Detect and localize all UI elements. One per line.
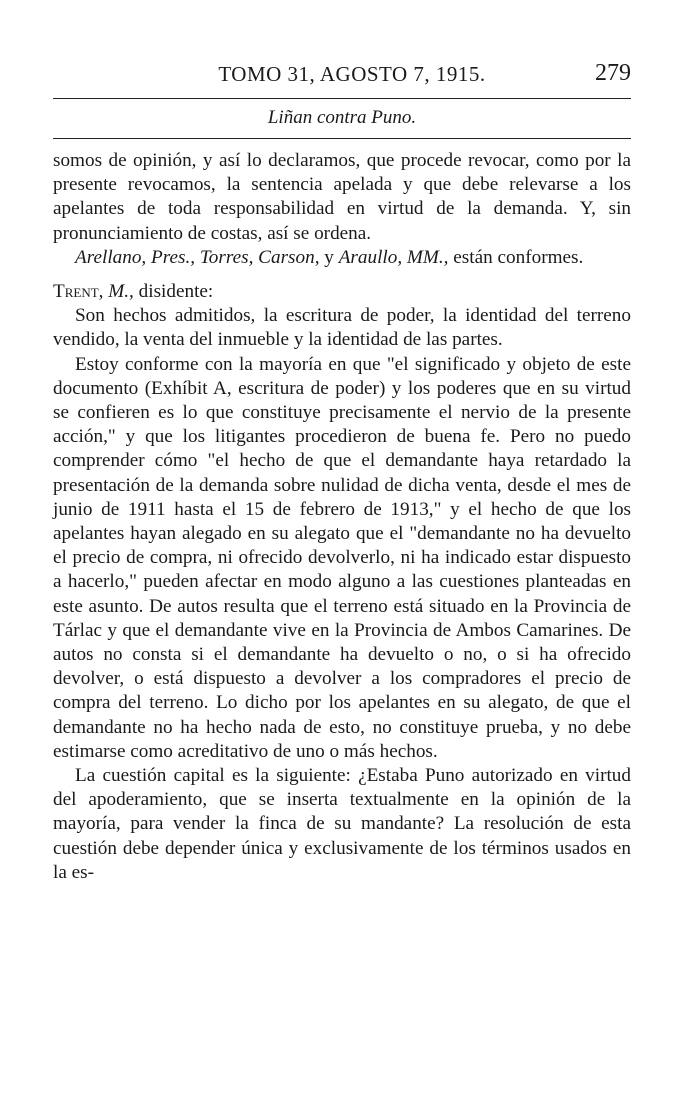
justices-last-name: Araullo, MM., xyxy=(338,246,449,268)
justices-names: Arellano, Pres., Torres, Carson, xyxy=(75,246,320,268)
running-title: TOMO 31, AGOSTO 7, 1915. xyxy=(218,62,486,86)
dissent-label: disidente: xyxy=(138,281,214,303)
header-rule xyxy=(53,98,631,99)
justices-conjunction: y xyxy=(324,246,334,268)
paragraph-main-question: La cuestión capital es la siguiente: ¿Estaba Puno autorizado en virtud del apoderamiento, que se inserta textualmente en la opinión de la mayoría, para vender la finca de su mandante? La resolución de esta cuestión debe depender única y exclusivamente de los términos usados en la es- xyxy=(53,765,631,883)
case-title: Liñan contra Puno. xyxy=(267,107,417,128)
body-text xyxy=(53,149,631,885)
dissenting-justice-name: Trent, xyxy=(53,281,104,303)
page-number: 279 xyxy=(595,60,631,86)
justices-conformity: están conformes. xyxy=(453,246,584,268)
paragraph-agreement: Estoy conforme con la mayoría en que "el significado y objeto de este documento (Exhíbit A, escritura de poder) y los poderes que en su virtud se confieren es lo que constituye precisamente el nervio de la presente acción," y que los litigantes procedieron de buena fe. Pero no puedo comprender cómo "el hecho de que el demandante haya retardado la presentación de la demanda sobre nulidad de dicha venta, desde el mes de junio de 1911 hasta el 15 de febrero de 1913," y el hecho de que los apelantes hayan alegado en su alegato que el "demandante no ha devuelto el precio de compra, ni ofrecido devolverlo, ni ha indicado estar dispuesto a hacerlo," pueden afectar en modo alguno a las cuestiones planteadas en este asunto. De autos resulta que el terreno está situado en la Provincia de Tárlac y que el demandante vive en la Provincia de Ambos Camarines. De autos no consta si el demandante ha devuelto o no, o si ha ofrecido devolver, o está dispuesto a devolver a los compradores el precio de compra del terreno. Lo dicho por los apelantes en su alegato, de que el demandante no ha hecho nada de esto, no constituye prueba, y no debe estimarse como acreditativo de uno o más hechos. xyxy=(53,353,631,762)
page-header xyxy=(53,58,631,98)
paragraph-decision: somos de opinión, y así lo declaramos, que procede revocar, como por la presente revocamos, la sentencia apelada y que debe relevarse a los apelantes de toda responsabilidad en virtud de la demanda. Y, sin pronunciamiento de costas, así se ordena. xyxy=(53,150,631,244)
paragraph-admitted-facts: Son hechos admitidos, la escritura de poder, la identidad del terreno vendido, la venta del inmueble y la identidad de las partes. xyxy=(53,305,631,351)
case-title-rule xyxy=(53,138,631,139)
document-page xyxy=(53,58,631,885)
paragraph-concurring-justices xyxy=(53,246,631,270)
paragraph-dissent-heading xyxy=(53,280,631,304)
dissenting-justice-title: M., xyxy=(108,281,134,303)
